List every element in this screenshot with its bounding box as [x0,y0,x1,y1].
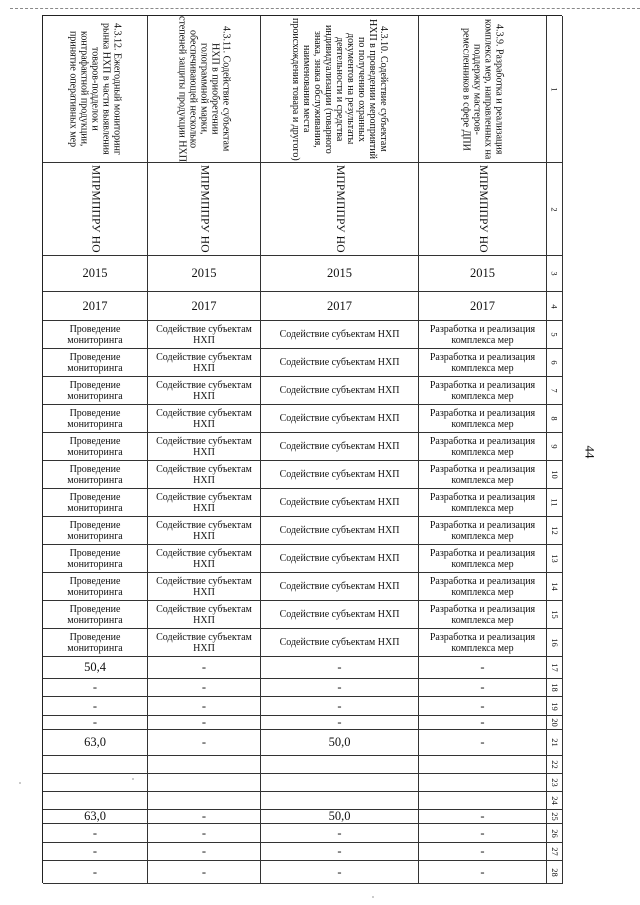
finance-cell [419,843,547,861]
expected-result: Проведение мониторинга [67,379,123,402]
result-cell [148,545,261,573]
finance-cell [148,679,261,697]
finance-value: - [201,680,207,694]
finance-cell [43,774,148,792]
end-year: 2017 [82,298,108,313]
result-cell [261,405,419,433]
finance-value: - [201,735,207,749]
finance-cell [148,756,261,774]
row-number-cell [547,292,563,321]
expected-result: Разработка и реализация комплекса мер [429,351,536,374]
result-cell [419,517,547,545]
row-number: 20 [550,718,560,727]
finance-cell [419,810,547,824]
finance-cell [419,824,547,843]
finance-cell [261,679,419,697]
executor-name: МПРМППРУ НО [334,165,346,253]
row-number-cell [547,461,563,489]
result-cell [419,545,547,573]
row-number: 27 [550,847,560,856]
finance-value: 63,0 [84,810,106,823]
row-number-cell [547,629,563,657]
result-cell [261,545,419,573]
expected-result: Проведение мониторинга [67,463,123,486]
expected-result: Содействие субъектам НХП [156,491,252,514]
row-number: 16 [550,638,560,647]
finance-cell [419,730,547,756]
row-number: 19 [550,701,560,711]
expected-result: Содействие субъектам НХП [156,463,252,486]
finance-cell [148,716,261,730]
expected-result: Проведение мониторинга [67,491,123,514]
result-cell [261,433,419,461]
row-number: 21 [550,738,560,747]
start-year: 2015 [470,266,495,280]
expected-result: Содействие субъектам НХП [279,581,400,592]
finance-cell [148,843,261,861]
finance-value: - [480,825,485,840]
expected-result: Разработка и реализация комплекса мер [429,491,536,514]
result-cell [43,433,148,461]
result-cell [43,573,148,601]
measure-title: 4.3.10. Содействие субъектам НХП в проведении мероприятий по получению охранных документов на результаты деятельности и средства индивидуализации (товарного знака, знака обслуживания, наименования места происхождения товара и другого) [290,17,389,161]
expected-result: Разработка и реализация комплекса мер [429,631,536,654]
executor-cell [148,163,261,256]
expected-result: Разработка и реализация комплекса мер [429,323,536,346]
result-cell [261,349,419,377]
finance-cell [419,861,547,884]
result-cell [261,377,419,405]
finance-cell [419,774,547,792]
row-number: 7 [550,388,560,393]
finance-cell [43,810,148,824]
expected-result: Разработка и реализация комплекса мер [429,435,536,458]
start-year: 2015 [82,266,108,280]
expected-result: Проведение мониторинга [67,435,123,458]
row-number-cell [547,679,563,697]
row-number: 9 [550,444,560,449]
result-cell [261,517,419,545]
finance-value: - [480,660,485,674]
finance-cell [419,697,547,716]
finance-cell [148,861,261,884]
expected-result: Содействие субъектам НХП [279,553,400,564]
finance-value: - [201,844,207,858]
finance-cell [261,810,419,824]
finance-value: - [92,844,98,858]
finance-cell [419,716,547,730]
start-year: 2015 [327,266,352,280]
row-number-cell [547,433,563,461]
row-number-cell [547,489,563,517]
expected-result: Содействие субъектам НХП [279,637,400,648]
expected-result: Содействие субъектам НХП [156,435,252,458]
finance-value: - [337,716,342,729]
finance-value: - [92,825,98,840]
expected-result: Проведение мониторинга [67,575,123,598]
result-cell [43,349,148,377]
finance-value: - [201,660,207,674]
expected-result: Содействие субъектам НХП [279,413,400,424]
finance-cell [261,824,419,843]
finance-value: - [480,844,485,858]
result-cell [148,461,261,489]
result-cell [43,377,148,405]
finance-cell [43,843,148,861]
expected-result: Разработка и реализация комплекса мер [429,407,536,430]
finance-cell [43,679,148,697]
row-number-cell [547,810,563,824]
expected-result: Содействие субъектам НХП [279,441,400,452]
row-number: 28 [550,867,560,877]
scan-speck [372,896,374,898]
expected-result: Содействие субъектам НХП [156,351,252,374]
finance-cell [261,774,419,792]
finance-cell [43,657,148,679]
row-number: 1 [550,86,560,92]
row-number-cell [547,517,563,545]
row-number-cell [547,716,563,730]
finance-cell [261,730,419,756]
result-cell [261,489,419,517]
finance-value: - [201,864,207,879]
finance-value: 50,0 [328,810,351,823]
measure-header-cell [419,16,547,163]
finance-value: 50,4 [84,660,106,674]
row-number: 17 [550,663,560,672]
expected-result: Разработка и реализация комплекса мер [429,379,536,402]
expected-result: Содействие субъектам НХП [156,519,252,542]
expected-result: Содействие субъектам НХП [279,385,400,396]
result-cell [43,489,148,517]
expected-result: Содействие субъектам НХП [156,379,252,402]
row-number-cell [547,601,563,629]
rotated-table [42,15,562,883]
result-cell [148,573,261,601]
finance-cell [261,792,419,810]
result-cell [419,433,547,461]
executor-cell [261,163,419,256]
top-dash-line [10,8,640,9]
expected-result: Разработка и реализация комплекса мер [429,463,536,486]
result-cell [43,601,148,629]
row-number: 12 [550,526,560,535]
finance-cell [43,697,148,716]
row-number: 22 [550,760,560,769]
expected-result: Проведение мониторинга [67,603,123,626]
result-cell [148,377,261,405]
scan-speck [19,782,21,784]
end-year-cell [261,292,419,321]
finance-value: - [201,698,207,713]
expected-result: Проведение мониторинга [67,631,123,654]
finance-cell [261,716,419,730]
result-cell [148,489,261,517]
result-cell [261,601,419,629]
result-cell [43,517,148,545]
start-year: 2015 [191,266,217,280]
end-year-cell [148,292,261,321]
result-cell [148,629,261,657]
finance-cell [43,824,148,843]
row-number-cell [547,321,563,349]
finance-value: - [337,825,342,840]
finance-cell [43,756,148,774]
expected-result: Проведение мониторинга [67,351,123,374]
finance-cell [261,861,419,884]
executor-name: МПРМППРУ НО [477,165,489,253]
result-cell [148,349,261,377]
finance-value: - [337,680,342,694]
expected-result: Содействие субъектам НХП [156,407,252,430]
row-number: 10 [550,470,560,479]
finance-cell [43,716,148,730]
finance-value: - [201,810,207,823]
finance-value: - [480,735,485,749]
finance-cell [261,843,419,861]
row-number-cell [547,16,563,163]
row-number-cell [547,405,563,433]
row-number-cell [547,824,563,843]
measure-title: 4.3.9. Разработка и реализация комплекса мер, направленных на поддержку мастеров-ремесленников в сфере ДПИ [460,18,505,160]
page-number: 44 [582,445,598,459]
row-number-cell [547,377,563,405]
start-year-cell [43,256,148,292]
measure-title: 4.3.12. Ежегодный мониторинг рынка НХП в части выявления товаров-подделок и контрафактной продукции, принятие оперативных мер [67,23,123,155]
finance-cell [148,810,261,824]
finance-value: - [92,698,98,713]
row-number-cell [547,256,563,292]
result-cell [261,573,419,601]
scan-speck [132,778,134,780]
finance-value: - [480,698,485,713]
row-number-cell [547,545,563,573]
row-number: 6 [550,360,560,365]
finance-value: - [337,844,342,858]
result-cell [148,405,261,433]
finance-value: - [480,810,485,823]
row-number: 2 [550,206,560,212]
expected-result: Содействие субъектам НХП [279,357,400,368]
expected-result: Разработка и реализация комплекса мер [429,519,536,542]
expected-result: Содействие субъектам НХП [156,631,252,654]
finance-cell [148,824,261,843]
finance-value: - [480,716,485,729]
finance-cell [148,697,261,716]
row-number: 23 [550,778,560,787]
row-number: 15 [550,610,560,619]
result-cell [261,461,419,489]
row-number: 14 [550,582,560,591]
finance-value: - [480,864,485,879]
finance-value: - [201,716,207,729]
expected-result: Содействие субъектам НХП [279,329,400,340]
row-number: 26 [550,828,560,838]
finance-cell [419,792,547,810]
finance-cell [261,756,419,774]
row-number: 13 [550,554,560,563]
finance-value: - [92,864,98,879]
start-year-cell [261,256,419,292]
result-cell [148,601,261,629]
finance-value: - [480,680,485,694]
executor-cell [419,163,547,256]
finance-cell [43,792,148,810]
row-number: 24 [550,796,560,805]
finance-value: 50,0 [328,735,351,749]
finance-value: - [337,864,342,879]
result-cell [43,405,148,433]
executor-name: МПРМППРУ НО [89,165,102,253]
result-cell [148,433,261,461]
row-number: 5 [550,332,560,337]
expected-result: Разработка и реализация комплекса мер [429,547,536,570]
expected-result: Содействие субъектам НХП [279,525,400,536]
expected-result: Содействие субъектам НХП [156,323,252,346]
result-cell [419,573,547,601]
expected-result: Содействие субъектам НХП [279,497,400,508]
expected-result: Содействие субъектам НХП [279,609,400,620]
end-year: 2017 [470,298,495,313]
row-number-cell [547,756,563,774]
result-cell [261,321,419,349]
executor-cell [43,163,148,256]
expected-result: Проведение мониторинга [67,407,123,430]
row-number-cell [547,843,563,861]
row-number: 8 [550,416,560,421]
row-number: 18 [550,683,560,692]
row-number: 11 [550,498,560,507]
end-year-cell [419,292,547,321]
result-cell [148,321,261,349]
finance-value: - [337,660,342,674]
finance-cell [148,657,261,679]
finance-value: - [92,680,98,694]
finance-value: - [337,698,342,713]
row-number-cell [547,657,563,679]
end-year-cell [43,292,148,321]
result-cell [419,377,547,405]
measure-header-cell [43,16,148,163]
row-number-cell [547,697,563,716]
result-cell [261,629,419,657]
row-number: 3 [550,271,560,276]
row-number: 25 [550,812,560,821]
end-year: 2017 [327,298,352,313]
finance-cell [43,861,148,884]
expected-result: Разработка и реализация комплекса мер [429,603,536,626]
measure-header-cell [148,16,261,163]
row-number-cell [547,349,563,377]
finance-cell [261,697,419,716]
finance-cell [419,657,547,679]
expected-result: Проведение мониторинга [67,547,123,570]
finance-value: 63,0 [84,735,106,749]
result-cell [419,349,547,377]
finance-cell [419,679,547,697]
finance-cell [43,730,148,756]
row-number-cell [547,792,563,810]
result-cell [419,461,547,489]
result-cell [419,321,547,349]
result-cell [419,489,547,517]
row-number: 4 [550,303,560,309]
row-number-cell [547,730,563,756]
expected-result: Проведение мониторинга [67,519,123,542]
result-cell [419,405,547,433]
result-cell [43,629,148,657]
result-cell [43,321,148,349]
row-number-cell [547,163,563,256]
row-number-cell [547,573,563,601]
expected-result: Содействие субъектам НХП [156,575,252,598]
finance-cell [261,657,419,679]
result-cell [419,601,547,629]
expected-result: Содействие субъектам НХП [156,603,252,626]
row-number-cell [547,861,563,884]
measure-header-cell [261,16,419,163]
result-cell [148,517,261,545]
row-number-cell [547,774,563,792]
end-year: 2017 [191,298,217,313]
executor-name: МПРМППРУ НО [198,165,211,253]
finance-value: - [201,825,207,840]
finance-cell [148,792,261,810]
result-cell [43,545,148,573]
finance-cell [419,756,547,774]
start-year-cell [419,256,547,292]
measure-title: 4.3.11. Содействие субъектам НХП в приобретении голограммной марки, обеспечивающей несколько степеней защиты продукции НХП [176,16,232,162]
finance-value: - [92,716,98,729]
start-year-cell [148,256,261,292]
result-cell [419,629,547,657]
expected-result: Разработка и реализация комплекса мер [429,575,536,598]
expected-result: Содействие субъектам НХП [156,547,252,570]
result-cell [43,461,148,489]
expected-result: Проведение мониторинга [67,323,123,346]
finance-cell [148,774,261,792]
finance-cell [148,730,261,756]
expected-result: Содействие субъектам НХП [279,469,400,480]
